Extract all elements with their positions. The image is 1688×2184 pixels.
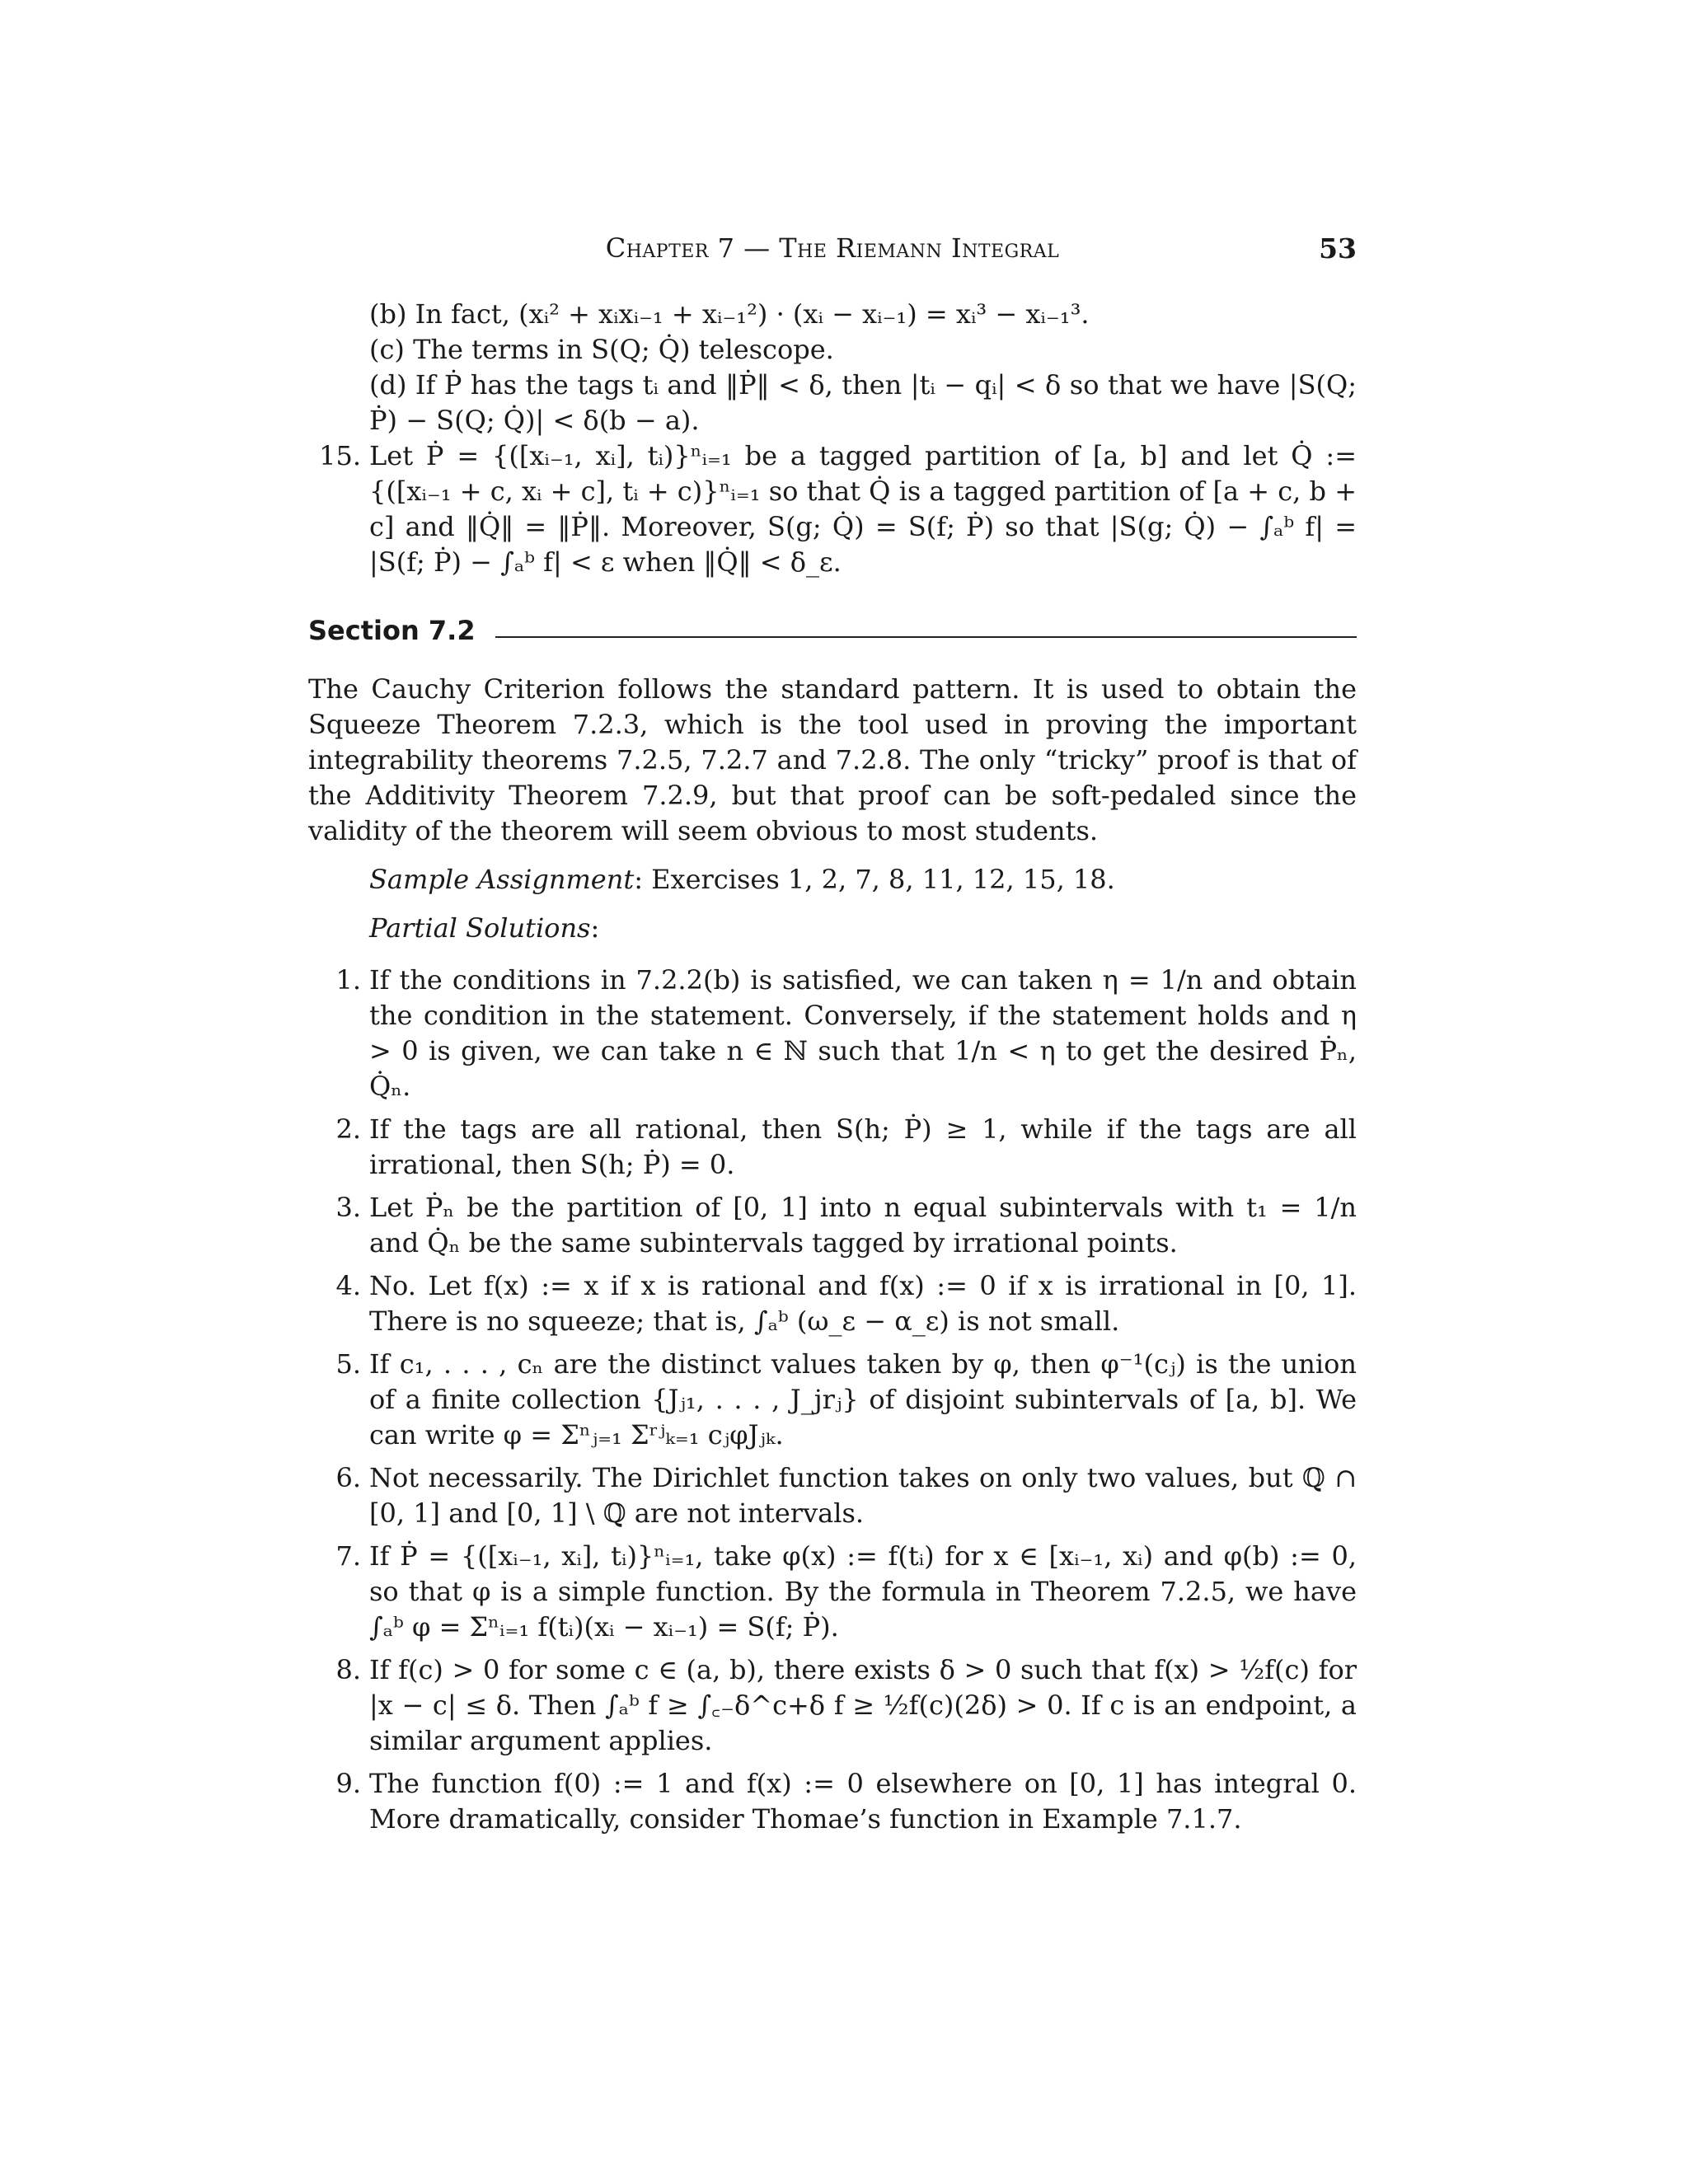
solution-item — [308, 1268, 1357, 1339]
section-intro: The Cauchy Criterion follows the standard pattern. It is used to obtain the Squeeze Theorem 7.2.3, which is the tool used in proving the important integrability theorems 7.2.5, 7.2.7 and 7.2.8. The only “tricky” proof is that of the Additivity Theorem 7.2.9, but that proof can be soft-pedaled since the validity of the theorem will seem obvious to most students. — [308, 673, 1357, 846]
part-d: (d) If Ṗ has the tags tᵢ and ‖Ṗ‖ < δ, then |tᵢ − qᵢ| < δ so that we have |S(Q; Ṗ) − S(Q; Q̇)| < δ(b − a). — [369, 369, 1357, 436]
solution-item — [308, 1112, 1357, 1183]
solution-text: If c₁, . . . , cₙ are the distinct values taken by φ, then φ⁻¹(cⱼ) is the union of a finite collection {Jⱼ₁, . . . , J_jrⱼ} of disjoint subintervals of [a, b]. We can write φ = Σⁿⱼ₌₁ Σʳʲₖ₌₁ cⱼφJⱼₖ. — [369, 1348, 1357, 1451]
solution-number: 9. — [335, 1768, 361, 1799]
solution-item — [308, 1460, 1357, 1531]
solution-number: 3. — [335, 1192, 361, 1223]
exercise-15 — [308, 438, 1357, 580]
solution-number: 7. — [335, 1540, 361, 1572]
part-c: (c) The terms in S(Q; Q̇) telescope. — [369, 334, 834, 365]
section-heading — [308, 613, 1357, 649]
solution-item — [308, 1190, 1357, 1261]
continued-solution-parts — [369, 297, 1357, 438]
solution-item — [308, 1766, 1357, 1837]
solution-text: Not necessarily. The Dirichlet function takes on only two values, but ℚ ∩ [0, 1] and [0, 1] \ ℚ are not intervals. — [369, 1462, 1357, 1529]
solution-text: If Ṗ = {([xᵢ₋₁, xᵢ], tᵢ)}ⁿᵢ₌₁, take φ(x) := f(tᵢ) for x ∈ [xᵢ₋₁, xᵢ) and φ(b) := 0, so that φ is a simple function. By the formula in Theorem 7.2.5, we have ∫ₐᵇ φ = Σⁿᵢ₌₁ f(tᵢ)(xᵢ − xᵢ₋₁) = S(f; Ṗ). — [369, 1540, 1357, 1643]
solutions-list — [308, 963, 1357, 1837]
solution-item — [308, 1652, 1357, 1759]
solution-text: If the conditions in 7.2.2(b) is satisfied, we can taken η = 1/n and obtain the condition in the statement. Conversely, if the statement holds and η > 0 is given, we can take n ∈ ℕ such that 1/n < η to get the desired Ṗₙ, Q̇ₙ. — [369, 964, 1357, 1102]
section-title: Section 7.2 — [308, 615, 476, 646]
solution-item — [308, 1539, 1357, 1645]
solution-number: 4. — [335, 1270, 361, 1301]
sample-assignment — [369, 862, 1357, 898]
assignment-label: Sample Assignment — [369, 864, 635, 895]
solution-text: If the tags are all rational, then S(h; Ṗ) ≥ 1, while if the tags are all irrational, then S(h; Ṗ) = 0. — [369, 1113, 1357, 1180]
exercise-text: Let Ṗ = {([xᵢ₋₁, xᵢ], tᵢ)}ⁿᵢ₌₁ be a tagged partition of [a, b] and let Q̇ := {([xᵢ₋₁ + c, xᵢ + c], tᵢ + c)}ⁿᵢ₌₁ so that Q̇ is a tagged partition of [a + c, b + c] and ‖Q̇‖ = ‖Ṗ‖. Moreover, S(g; Q̇) = S(f; Ṗ) so that |S(g; Q̇) − ∫ₐᵇ f| = |S(f; Ṗ) − ∫ₐᵇ f| < ε when ‖Q̇‖ < δ_ε. — [369, 440, 1357, 578]
part-b: (b) In fact, (xᵢ² + xᵢxᵢ₋₁ + xᵢ₋₁²) · (xᵢ − xᵢ₋₁) = xᵢ³ − xᵢ₋₁³. — [369, 298, 1090, 330]
solution-item — [308, 1347, 1357, 1453]
solution-text: The function f(0) := 1 and f(x) := 0 elsewhere on [0, 1] has integral 0. More dramatically, consider Thomae’s function in Example 7.1.7. — [369, 1768, 1357, 1835]
page-number: 53 — [1319, 232, 1357, 265]
solution-text: No. Let f(x) := x if x is rational and f(x) := 0 if x is irrational in [0, 1]. There is no squeeze; that is, ∫ₐᵇ (ω_ε − α_ε) is not small. — [369, 1270, 1357, 1337]
solutions-colon: : — [590, 912, 600, 944]
exercise-number: 15. — [319, 440, 361, 471]
section-rule — [495, 636, 1357, 638]
solution-number: 2. — [335, 1113, 361, 1145]
solution-item — [308, 963, 1357, 1104]
page-body — [308, 297, 1357, 1844]
solution-number: 5. — [335, 1348, 361, 1380]
solution-text: If f(c) > 0 for some c ∈ (a, b), there exists δ > 0 such that f(x) > ½f(c) for |x − c| ≤ δ. Then ∫ₐᵇ f ≥ ∫꜀₋δ^c+δ f ≥ ½f(c)(2δ) > 0. If c is an endpoint, a similar argument applies. — [369, 1654, 1357, 1756]
assignment-text: : Exercises 1, 2, 7, 8, 11, 12, 15, 18. — [634, 864, 1115, 895]
page-header — [308, 232, 1357, 274]
running-title: Chapter 7 — The Riemann Integral — [605, 232, 1060, 264]
solution-text: Let Ṗₙ be the partition of [0, 1] into n equal subintervals with t₁ = 1/n and Q̇ₙ be the same subintervals tagged by irrational points. — [369, 1192, 1357, 1258]
solution-number: 1. — [335, 964, 361, 996]
solution-number: 8. — [335, 1654, 361, 1685]
partial-solutions-heading — [369, 911, 1357, 946]
solutions-label: Partial Solutions — [369, 912, 591, 944]
solution-number: 6. — [335, 1462, 361, 1493]
